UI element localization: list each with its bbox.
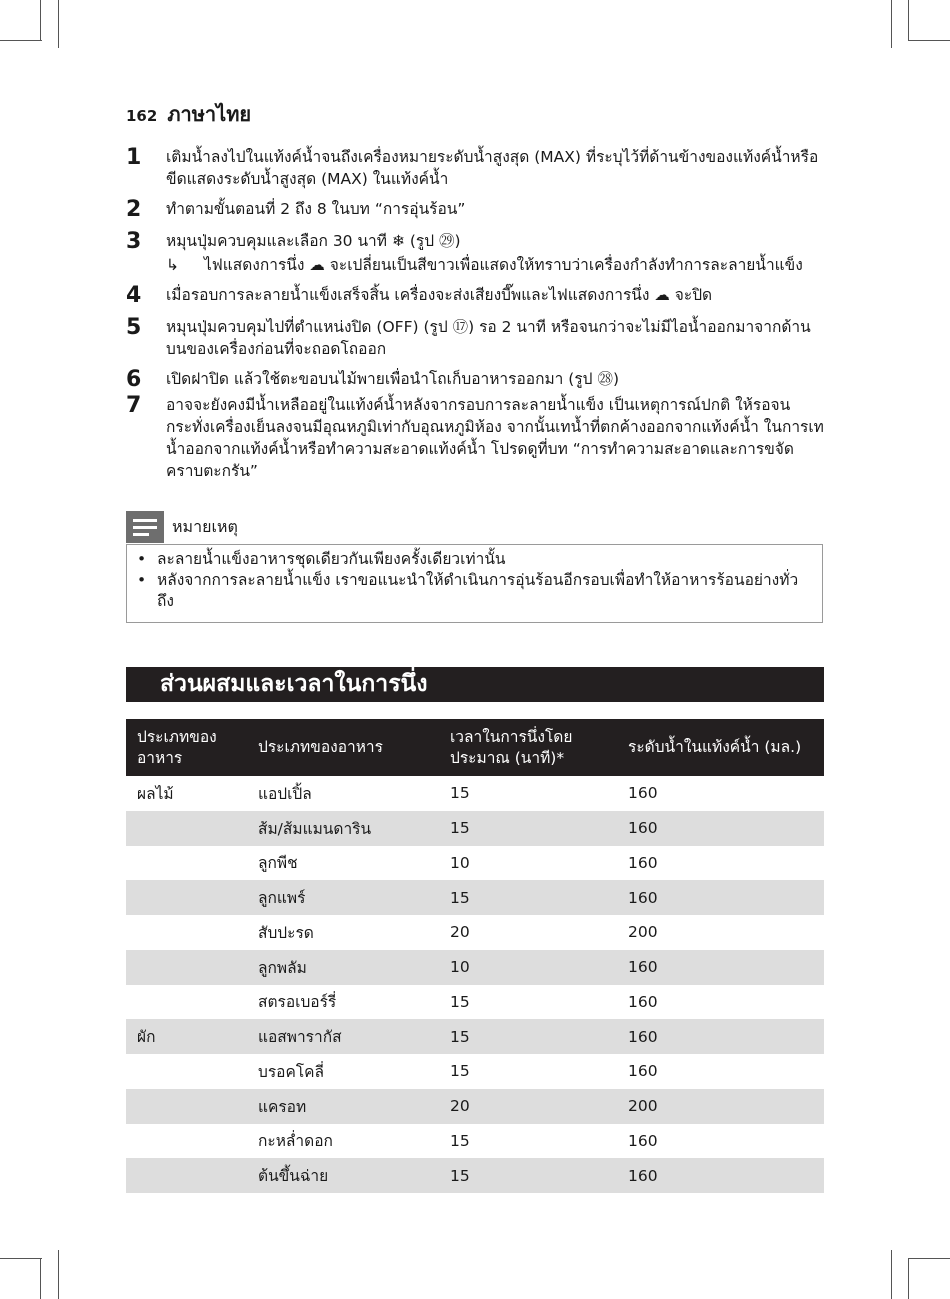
table-cell: สตรอเบอร์รี่ bbox=[258, 993, 337, 1012]
table-cell: สับปะรด bbox=[258, 923, 314, 942]
table-cell: 15 bbox=[450, 888, 470, 907]
step-text: ทำตามขั้นตอนที่ 2 ถึง 8 ในบท “การอุ่นร้อน” bbox=[166, 200, 466, 218]
table-cell: 200 bbox=[628, 1097, 658, 1116]
table-cell: 160 bbox=[628, 992, 658, 1011]
table-row bbox=[126, 880, 824, 915]
result-text: ไฟแสดงการนึ่ง ☁ จะเปลี่ยนเป็นสีขาวเพื่อแสดงให้ทราบว่าเครื่องกำลังทำการละลายน้ำแข็ง bbox=[204, 256, 803, 274]
step-1 bbox=[126, 146, 826, 190]
table-cell: 20 bbox=[450, 923, 470, 942]
table-row bbox=[126, 1089, 824, 1124]
table-cell: 15 bbox=[450, 992, 470, 1011]
step-7 bbox=[126, 394, 826, 482]
note-box bbox=[126, 544, 823, 623]
table-row bbox=[126, 776, 824, 811]
header-cell: ประเภทของอาหาร bbox=[258, 738, 383, 756]
header-cell: เวลาในการนึ่งโดยประมาณ (นาที)* bbox=[450, 727, 573, 767]
table-cell: 10 bbox=[450, 853, 470, 872]
step-3 bbox=[126, 230, 826, 254]
page-number: 162 bbox=[126, 107, 158, 125]
step-number: 6 bbox=[126, 367, 142, 392]
step-3-result bbox=[166, 254, 826, 276]
page-header bbox=[126, 98, 251, 130]
table-header bbox=[126, 719, 824, 776]
step-5 bbox=[126, 316, 826, 360]
note-item bbox=[137, 549, 812, 570]
table-cell: ผัก bbox=[137, 1028, 156, 1047]
table-row bbox=[126, 1158, 824, 1193]
table-cell: ต้นขึ้นฉ่าย bbox=[258, 1167, 329, 1186]
table-cell: แอปเปิ้ล bbox=[258, 784, 312, 803]
table-cell: 15 bbox=[450, 819, 470, 838]
crop-mark bbox=[40, 1258, 41, 1299]
table-cell: 160 bbox=[628, 1027, 658, 1046]
table-cell: ลูกพลัม bbox=[258, 958, 307, 977]
crop-mark bbox=[0, 1258, 42, 1259]
step-number: 2 bbox=[126, 197, 142, 222]
note-item bbox=[137, 570, 812, 612]
crop-mark bbox=[908, 1258, 909, 1299]
crop-mark bbox=[58, 0, 59, 48]
table-cell: 15 bbox=[450, 1166, 470, 1185]
table-cell: 15 bbox=[450, 1062, 470, 1081]
table-cell: 20 bbox=[450, 1097, 470, 1116]
table-row bbox=[126, 915, 824, 950]
note-icon bbox=[126, 511, 164, 543]
table-cell: 160 bbox=[628, 1131, 658, 1150]
crop-mark bbox=[891, 1250, 892, 1299]
steaming-table bbox=[126, 719, 824, 1193]
table-row bbox=[126, 950, 824, 985]
table-cell: กะหล่ำดอก bbox=[258, 1132, 333, 1151]
steps-list bbox=[126, 146, 826, 482]
table-cell: ลูกพีช bbox=[258, 854, 298, 873]
step-number: 7 bbox=[126, 393, 142, 418]
page-language: ภาษาไทย bbox=[167, 102, 252, 126]
bullet-icon: • bbox=[137, 550, 147, 568]
crop-mark bbox=[58, 1250, 59, 1299]
table-cell: ผลไม้ bbox=[137, 784, 174, 803]
step-text: หมุนปุ่มควบคุมไปที่ตำแหน่งปิด (OFF) (รูป ⑰) รอ 2 นาที หรือจนกว่าจะไม่มีไอน้ำออกมาจากด้านบนของเครื่องก่อนที่จะถอดโถออก bbox=[166, 318, 811, 358]
step-4 bbox=[126, 284, 826, 308]
table-cell: 15 bbox=[450, 784, 470, 803]
table-row bbox=[126, 811, 824, 846]
crop-mark bbox=[0, 40, 42, 41]
step-6 bbox=[126, 368, 826, 392]
header-cell: ประเภทของอาหาร bbox=[137, 727, 217, 767]
note-label: หมายเหตุ bbox=[172, 516, 238, 536]
crop-mark bbox=[891, 0, 892, 48]
table-row bbox=[126, 846, 824, 881]
crop-mark bbox=[40, 0, 41, 40]
table-cell: แครอท bbox=[258, 1097, 307, 1116]
table-cell: 15 bbox=[450, 1131, 470, 1150]
result-arrow-icon: ↳ bbox=[166, 256, 179, 274]
table-cell: 160 bbox=[628, 1166, 658, 1185]
crop-mark bbox=[908, 0, 909, 40]
table-row bbox=[126, 1019, 824, 1054]
table-cell: 160 bbox=[628, 819, 658, 838]
step-number: 3 bbox=[126, 229, 142, 254]
step-text: เมื่อรอบการละลายน้ำแข็งเสร็จสิ้น เครื่องจะส่งเสียงบี๊พและไฟแสดงการนึ่ง ☁ จะปิด bbox=[166, 286, 713, 304]
table-cell: 160 bbox=[628, 958, 658, 977]
step-text: เติมน้ำลงไปในแท้งค์น้ำจนถึงเครื่องหมายระดับน้ำสูงสุด (MAX) ที่ระบุไว้ที่ด้านข้างของแท้งค์น้ำหรือขีดแสดงระดับน้ำสูงสุด (MAX) ในแท้งค์น้ำ bbox=[166, 148, 819, 188]
table-cell: 160 bbox=[628, 888, 658, 907]
table-cell: 15 bbox=[450, 1027, 470, 1046]
table-body bbox=[126, 776, 824, 1193]
section-title: ส่วนผสมและเวลาในการนึ่ง bbox=[126, 667, 824, 702]
table-cell: 10 bbox=[450, 958, 470, 977]
bullet-icon: • bbox=[137, 571, 147, 589]
table-cell: ส้ม/ส้มแมนดาริน bbox=[258, 819, 372, 838]
table-cell: 200 bbox=[628, 923, 658, 942]
table-row bbox=[126, 985, 824, 1020]
table-row bbox=[126, 1054, 824, 1089]
table-row bbox=[126, 1124, 824, 1159]
step-number: 5 bbox=[126, 315, 142, 340]
step-text: อาจจะยังคงมีน้ำเหลืออยู่ในแท้งค์น้ำหลังจากรอบการละลายน้ำแข็ง เป็นเหตุการณ์ปกติ ให้รอจนกระทั่งเครื่องเย็นลงจนมีอุณหภูมิเท่ากับอุณหภูมิห้อง จากนั้นเทน้ำที่ตกค้างออกจากแท้งค์น้ำ ในการเทน้ำออกจากแท้งค์น้ำหรือทำความสะอาดแท้งค์น้ำ โปรดดูที่บท “การทำความสะอาดและการขจัดคราบตะกรัน” bbox=[166, 396, 824, 480]
note-header bbox=[126, 511, 238, 543]
step-number: 4 bbox=[126, 283, 142, 308]
note-item-text: หลังจากการละลายน้ำแข็ง เราขอแนะนำให้ดำเนินการอุ่นร้อนอีกรอบเพื่อทำให้อาหารร้อนอย่างทั่วถึง bbox=[157, 571, 799, 610]
table-cell: 160 bbox=[628, 1062, 658, 1081]
step-number: 1 bbox=[126, 145, 142, 170]
header-cell: ระดับน้ำในแท้งค์น้ำ (มล.) bbox=[628, 738, 802, 756]
table-cell: 160 bbox=[628, 853, 658, 872]
note-item-text: ละลายน้ำแข็งอาหารชุดเดียวกันเพียงครั้งเดียวเท่านั้น bbox=[157, 550, 506, 568]
table-cell: แอสพารากัส bbox=[258, 1028, 342, 1047]
crop-mark bbox=[908, 40, 950, 41]
step-text: เปิดฝาปิด แล้วใช้ตะขอบนไม้พายเพื่อนำโถเก็บอาหารออกมา (รูป ㉘) bbox=[166, 370, 619, 388]
table-cell: 160 bbox=[628, 784, 658, 803]
crop-mark bbox=[908, 1258, 950, 1259]
table-cell: ลูกแพร์ bbox=[258, 889, 306, 908]
step-text: หมุนปุ่มควบคุมและเลือก 30 นาที ❄ (รูป ㉙) bbox=[166, 232, 461, 250]
step-2 bbox=[126, 198, 826, 222]
table-cell: บรอคโคลี่ bbox=[258, 1062, 325, 1081]
